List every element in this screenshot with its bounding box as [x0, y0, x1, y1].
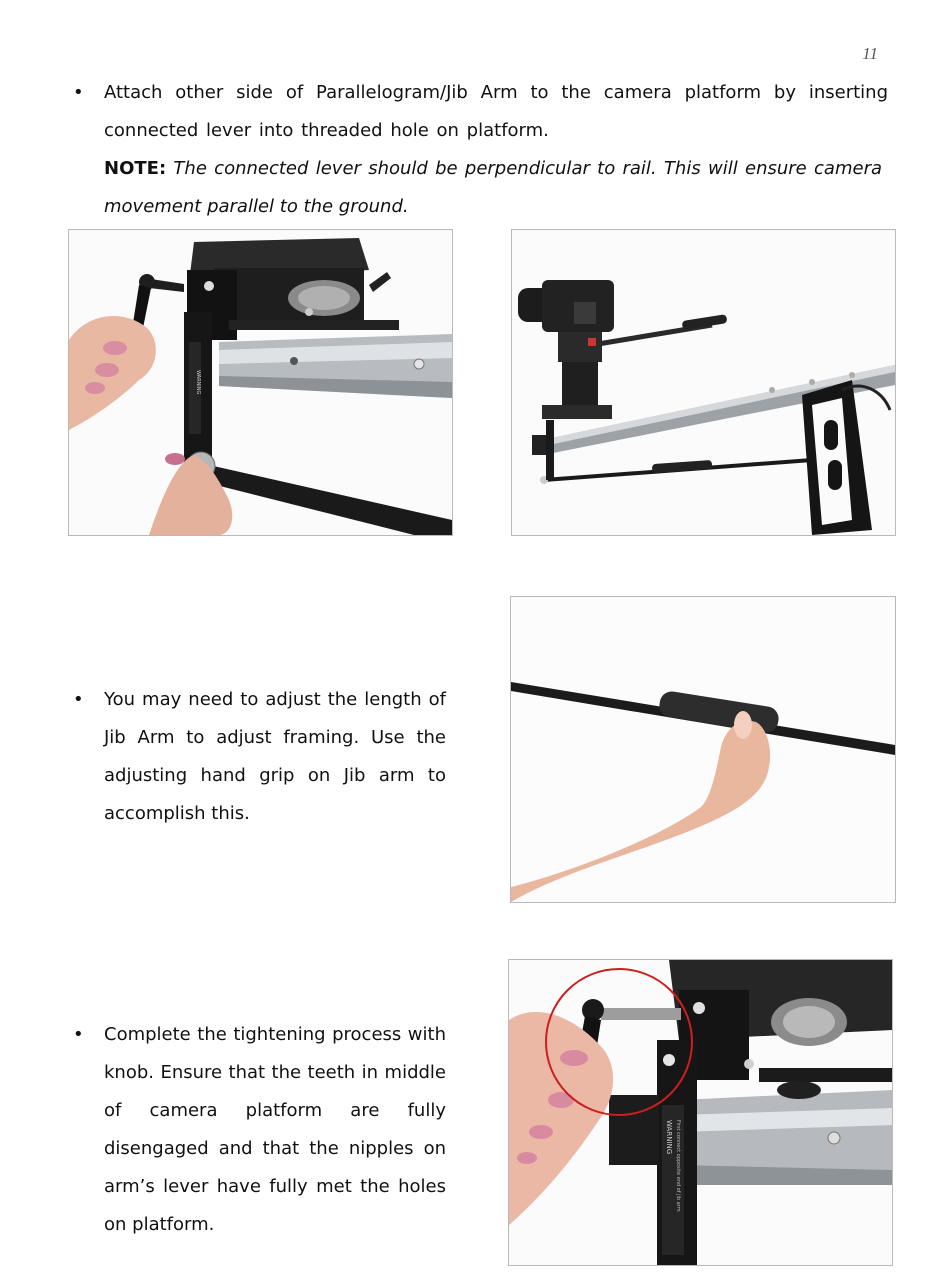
photo-knob-closeup: [508, 959, 893, 1266]
note: [104, 150, 882, 226]
bullet: •: [73, 1024, 84, 1045]
photo-hand-grip: [510, 596, 896, 903]
instruction-text: You may need to adjust the length of Jib Arm to adjust framing. Use the adjusting hand grip on Jib arm to accomplish this.: [104, 689, 446, 824]
note-text: The connected lever should be perpendicular to rail. This will ensure camera movement parallel to the ground.: [104, 158, 882, 217]
instruction-attach-arm: [73, 74, 888, 226]
bullet: •: [73, 82, 84, 103]
warning-body-text: First connect opposite end of jib arm: [675, 1120, 681, 1212]
knob-closeup-illustration: [509, 960, 892, 1265]
lever-insertion-illustration: [69, 230, 452, 535]
warning-label-text: WARNING: [195, 370, 201, 395]
page-number: 11: [862, 44, 878, 63]
warning-label-text: WARNING: [665, 1120, 673, 1155]
jib-camera-illustration: [512, 230, 895, 535]
hand-grip-illustration: [511, 597, 895, 902]
photo-jib-with-camera: [511, 229, 896, 536]
note-label: NOTE:: [104, 158, 167, 179]
instruction-tighten-knob: [73, 1016, 446, 1244]
instruction-adjust-length: [73, 681, 446, 833]
instruction-text: Attach other side of Parallelogram/Jib Arm to the camera platform by inserting connected lever into threaded hole on platform.: [104, 82, 888, 141]
instruction-text: Complete the tightening process with knob. Ensure that the teeth in middle of camera platform are fully disengaged and that the nipples on arm’s lever have fully met the holes on platform.: [104, 1024, 446, 1235]
bullet: •: [73, 689, 84, 710]
photo-lever-insertion: [68, 229, 453, 536]
